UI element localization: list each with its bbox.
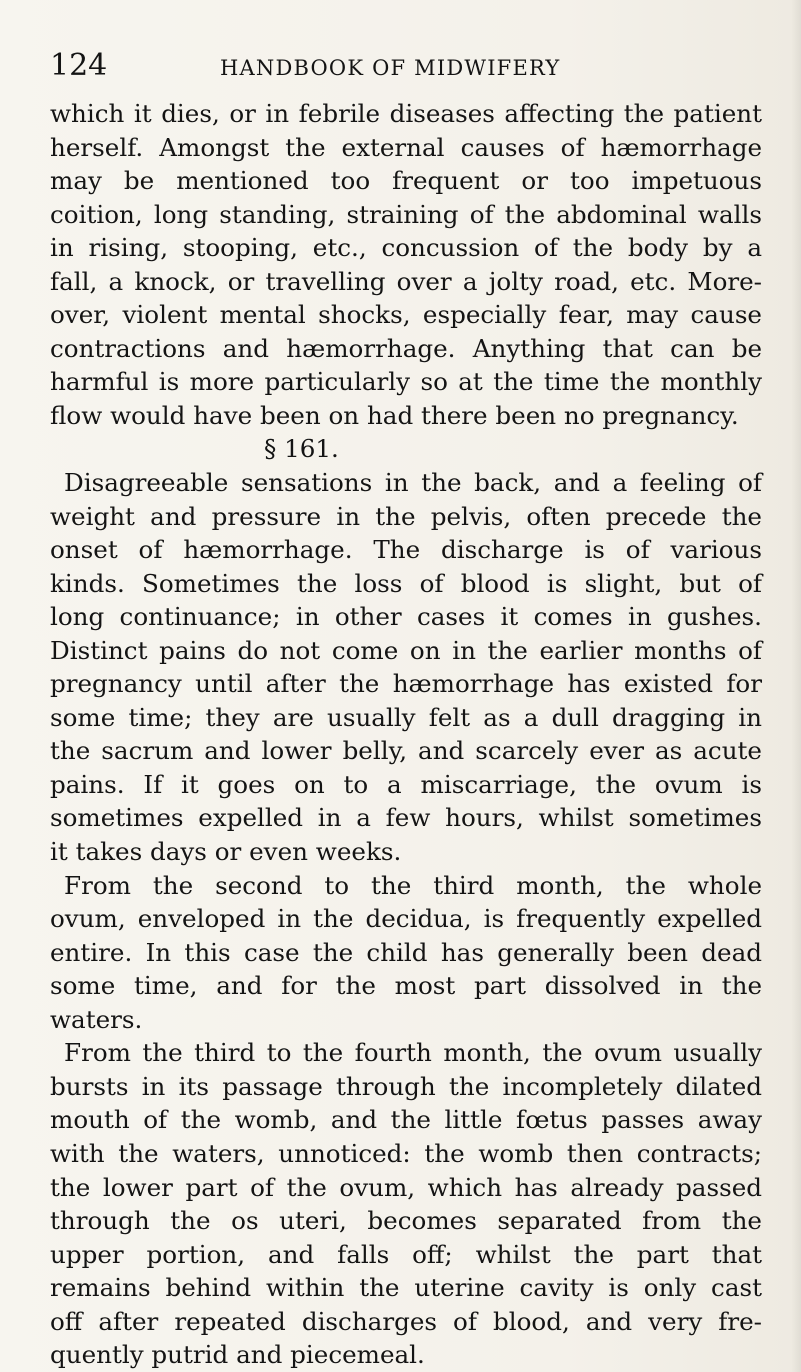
text-line: long continuance; in other cases it comes in gushes.	[50, 602, 762, 632]
text-line: some time, and for the most part dissolved in the	[50, 971, 762, 1001]
text-line: pains. If it goes on to a miscarriage, the ovum is	[50, 769, 762, 799]
paragraph-continuation	[50, 97, 762, 432]
text-line: entire. In this case the child has generally been dead	[50, 937, 762, 967]
text-line: sometimes expelled in a few hours, whilst sometimes	[50, 803, 762, 833]
text-line: onset of hæmorrhage. The discharge is of various	[50, 535, 762, 565]
text-line: harmful is more particularly so at the time the monthly	[50, 367, 762, 397]
text-line: ovum, enveloped in the decidua, is frequently expelled	[50, 904, 762, 934]
page-header	[50, 46, 750, 86]
text-line: may be mentioned too frequent or too impetuous	[50, 166, 762, 196]
text-line: upper portion, and falls off; whilst the part that	[50, 1239, 762, 1269]
paragraph	[50, 466, 762, 869]
text-line: which it dies, or in febrile diseases affecting the patient	[50, 99, 762, 128]
text-line: fall, a knock, or travelling over a jolty road, etc. More-	[50, 266, 762, 296]
text-line: From the second to the third month, the whole	[64, 870, 762, 900]
page-edge-shadow	[791, 0, 801, 1372]
text-line: it takes days or even weeks.	[50, 837, 402, 867]
text-line: remains behind within the uterine cavity is only cast	[50, 1273, 762, 1303]
text-line: some time; they are usually felt as a dull dragging in	[50, 702, 762, 732]
text-line: through the os uteri, becomes separated from the	[50, 1206, 762, 1236]
text-line: mouth of the womb, and the little fœtus passes away	[50, 1105, 762, 1135]
text-line: Disagreeable sensations in the back, and a feeling of	[64, 468, 762, 498]
text-line: off after repeated discharges of blood, and very fre-	[50, 1306, 762, 1336]
text-line: quently putrid and piecemeal.	[50, 1340, 425, 1370]
text-line: kinds. Sometimes the loss of blood is slight, but of	[50, 568, 762, 598]
text-line: weight and pressure in the pelvis, often precede the	[50, 501, 762, 531]
text-line: the lower part of the ovum, which has already passed	[50, 1172, 762, 1202]
paragraph	[50, 869, 762, 1037]
text-line: in rising, stooping, etc., concussion of the body by a	[50, 233, 762, 263]
text-line: From the third to the fourth month, the ovum usually	[64, 1038, 762, 1068]
text-line: pregnancy until after the hæmorrhage has existed for	[50, 669, 762, 699]
text-line: waters.	[50, 1004, 143, 1034]
section-heading: § 161.	[264, 434, 339, 464]
text-line: with the waters, unnoticed: the womb then contracts;	[50, 1138, 762, 1168]
text-line: contractions and hæmorrhage. Anything that can be	[50, 333, 762, 363]
page-number: 124	[50, 48, 108, 83]
text-line: the sacrum and lower belly, and scarcely ever as acute	[50, 736, 762, 766]
text-line: Distinct pains do not come on in the earlier months of	[50, 635, 762, 665]
running-head: HANDBOOK OF MIDWIFERY	[220, 56, 561, 80]
body-text	[50, 97, 762, 1372]
paragraph	[50, 1036, 762, 1371]
text-line: herself. Amongst the external causes of hæmorrhage	[50, 132, 762, 162]
text-line: bursts in its passage through the incompletely dilated	[50, 1071, 762, 1101]
text-line: over, violent mental shocks, especially fear, may cause	[50, 300, 762, 330]
text-line: coition, long standing, straining of the abdominal walls	[50, 199, 762, 229]
text-line: flow would have been on had there been no pregnancy.	[50, 400, 739, 430]
